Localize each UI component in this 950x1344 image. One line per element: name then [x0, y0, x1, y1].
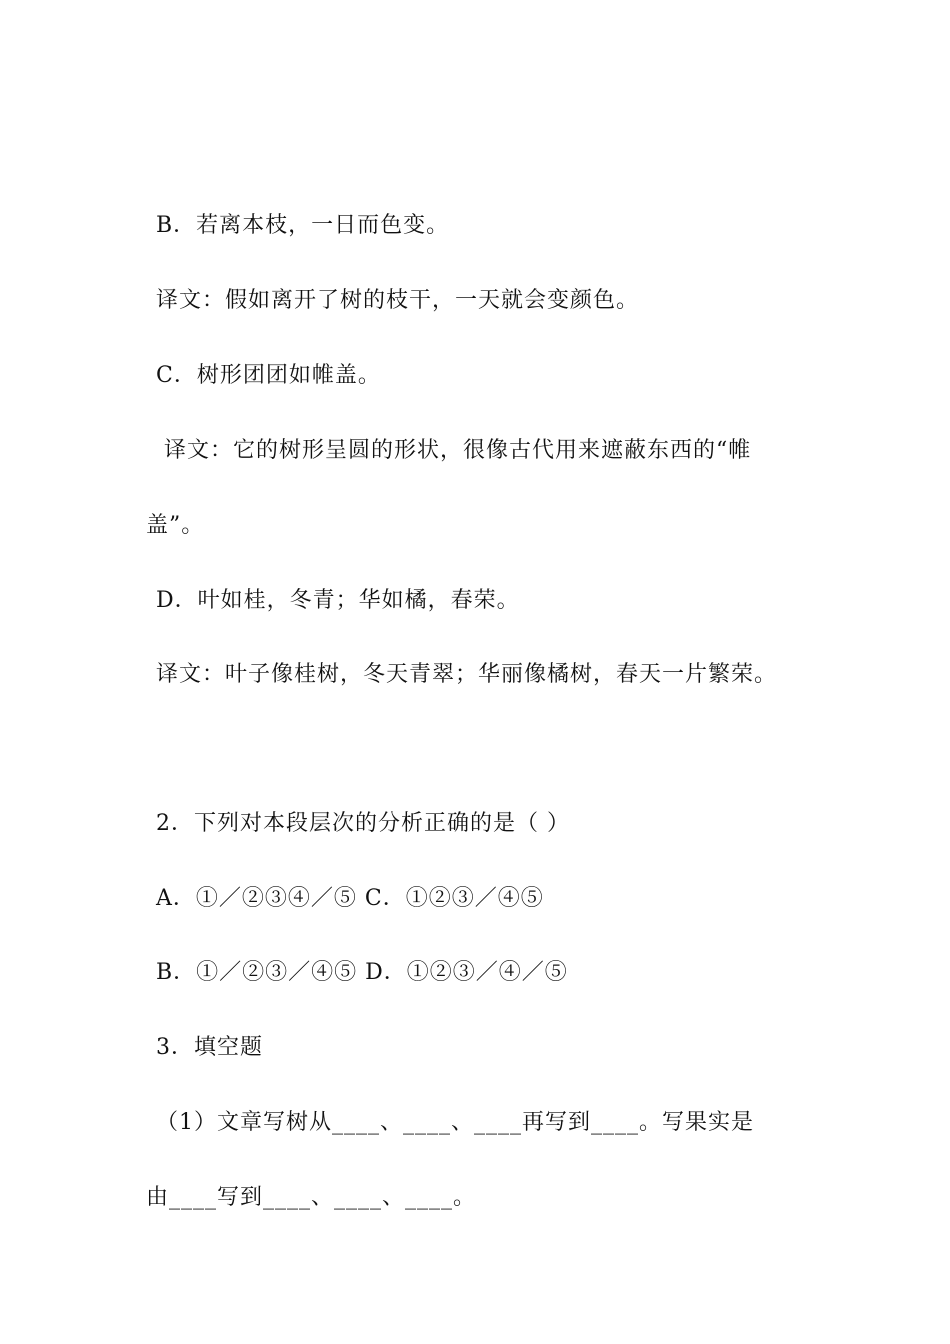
question-2-options-b-d: B．①／②③／④⑤ D．①②③／④／⑤ — [148, 960, 568, 985]
question-2-options-a-c: A．①／②③④／⑤ C．①②③／④⑤ — [148, 886, 544, 911]
option-c-translation-line1: 译文：它的树形呈圆的形状，很像古代用来遮蔽东西的“帷 — [148, 438, 752, 463]
option-b-translation: 译文：假如离开了树的枝干，一天就会变颜色。 — [148, 288, 639, 313]
option-c-translation-line2: 盖”。 — [146, 513, 205, 538]
option-d-translation: 译文：叶子像桂树，冬天青翠；华丽像橘树，春天一片繁荣。 — [148, 662, 777, 687]
question-3-part1-line2: 由____写到____、____、____。 — [146, 1185, 477, 1210]
question-3-title: 3．填空题 — [148, 1035, 263, 1060]
question-3-part1-line1: （1）文章写树从____、____、____再写到____。写果实是 — [148, 1110, 754, 1135]
option-d-text: D．叶如桂，冬青；华如橘，春荣。 — [148, 588, 520, 613]
question-2: 2．下列对本段层次的分析正确的是（ ） — [148, 811, 570, 836]
option-c-text: C．树形团团如帷盖。 — [148, 363, 381, 388]
option-b-text: B．若离本枝，一日而色变。 — [148, 213, 450, 238]
